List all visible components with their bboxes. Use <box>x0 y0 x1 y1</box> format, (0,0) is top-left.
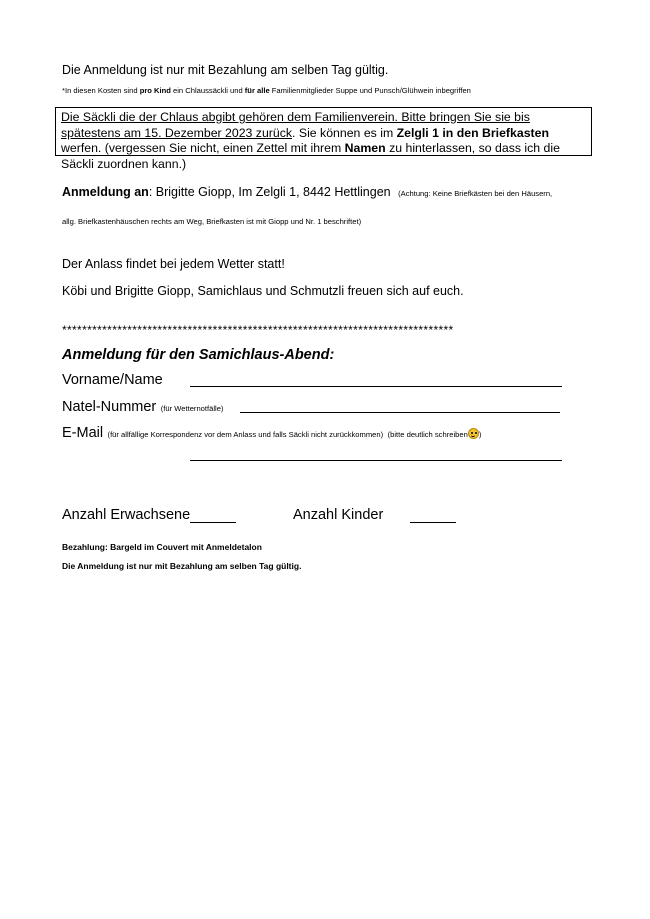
address-line <box>62 185 552 199</box>
address-note: (Achtung: Keine Briefkästen bei den Häusern, <box>398 189 553 198</box>
notice-text: werfen. (vergessen Sie nicht, einen Zettel mit ihrem <box>61 141 345 155</box>
email-field[interactable] <box>190 460 562 461</box>
notice-underlined: Die Säckli die der Chlaus abgibt gehören dem Familienverein. Bitte bringen Sie sie bis spätestens am 15. Dezember 2023 zurück <box>61 110 530 140</box>
notice-bold: Namen <box>344 141 386 155</box>
cost-note-bold: für alle <box>244 86 270 95</box>
form-heading: Anmeldung für den Samichlaus-Abend: <box>62 347 335 363</box>
cost-note-part: *In diesen Kosten sind <box>62 86 140 95</box>
notice-text: . Sie können es im <box>292 125 397 140</box>
phone-note: (für Wetternotfälle) <box>160 404 224 413</box>
adults-label: Anzahl Erwachsene <box>62 507 191 523</box>
valid-note-top: Die Anmeldung ist nur mit Bezahlung am selben Tag gültig. <box>62 63 389 77</box>
notice-text: zu hinterlassen, so dass ich die Säckli zuordnen kann.) <box>61 141 560 171</box>
email-note-end: ) <box>478 430 482 439</box>
notice-bold: Zelgli 1 in den Briefkasten <box>396 125 549 140</box>
phone-row <box>62 398 223 416</box>
payment-note: Bezahlung: Bargeld im Couvert mit Anmeldetalon <box>62 542 262 552</box>
saeckli-notice-box <box>55 107 592 171</box>
email-note: (für allfällige Korrespondenz vor dem Anlass und falls Säckli nicht zurückkommen) <box>107 430 384 439</box>
address-label: Anmeldung an <box>62 185 149 199</box>
cost-note-bold: pro Kind <box>139 86 171 95</box>
divider-stars: ****************************************************************************** <box>62 323 454 337</box>
valid-note-bottom: Die Anmeldung ist nur mit Bezahlung am selben Tag gültig. <box>62 561 302 571</box>
cost-note-part: ein Chlaussäckli und <box>170 86 245 95</box>
adults-field[interactable] <box>190 522 236 523</box>
cost-note-part: Familienmitglieder Suppe und Punsch/Glühwein inbegriffen <box>269 86 471 95</box>
smiley-icon <box>468 428 479 439</box>
email-row <box>62 424 481 442</box>
children-label: Anzahl Kinder <box>293 507 384 523</box>
cost-note <box>62 86 471 95</box>
name-field[interactable] <box>190 386 562 387</box>
children-field[interactable] <box>410 522 456 523</box>
greeting: Köbi und Brigitte Giopp, Samichlaus und Schmutzli freuen sich auf euch. <box>62 284 464 298</box>
address-text: : Brigitte Giopp, Im Zelgli 1, 8442 Hettlingen <box>148 185 391 199</box>
phone-field[interactable] <box>240 412 560 413</box>
phone-label: Natel-Nummer <box>62 399 157 415</box>
address-note-2: allg. Briefkastenhäuschen rechts am Weg, Briefkasten ist mit Giopp und Nr. 1 beschriftet) <box>62 217 362 226</box>
name-label: Vorname/Name <box>62 372 163 388</box>
weather-note: Der Anlass findet bei jedem Wetter statt! <box>62 257 285 271</box>
email-note-2: (bitte deutlich schreiben <box>387 430 468 439</box>
email-label: E-Mail <box>62 425 104 441</box>
